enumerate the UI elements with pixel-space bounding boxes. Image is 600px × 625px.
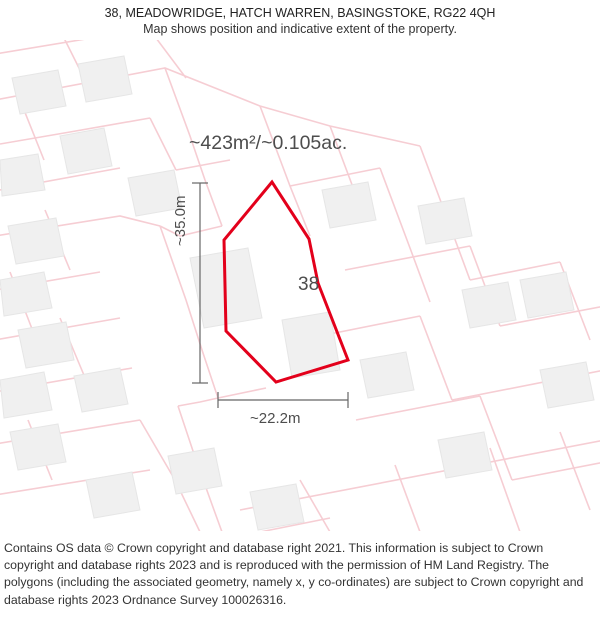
width-dimension-label: ~22.2m — [250, 410, 301, 427]
map-footer — [0, 532, 600, 625]
copyright-text: Contains OS data © Crown copyright and database right 2021. This information is subject to Crown copyright and database rights 2023 and is reproduced with the permission of HM Land Registry. The polygons (including the associated geometry, namely x, y co-ordinates) are subject to Crown copyright and database rights 2023 Ordnance Survey 100026316. — [4, 541, 584, 607]
page-title: 38, MEADOWRIDGE, HATCH WARREN, BASINGSTOKE, RG22 4QH — [104, 6, 496, 20]
page-subtitle: Map shows position and indicative extent of the property. — [143, 22, 457, 36]
area-label: ~423m²/~0.105ac. — [189, 132, 348, 154]
height-dimension-label: ~35.0m — [172, 195, 189, 246]
map-header — [0, 0, 600, 40]
plot-number-label: 38 — [298, 274, 320, 295]
map-canvas[interactable] — [0, 40, 600, 532]
